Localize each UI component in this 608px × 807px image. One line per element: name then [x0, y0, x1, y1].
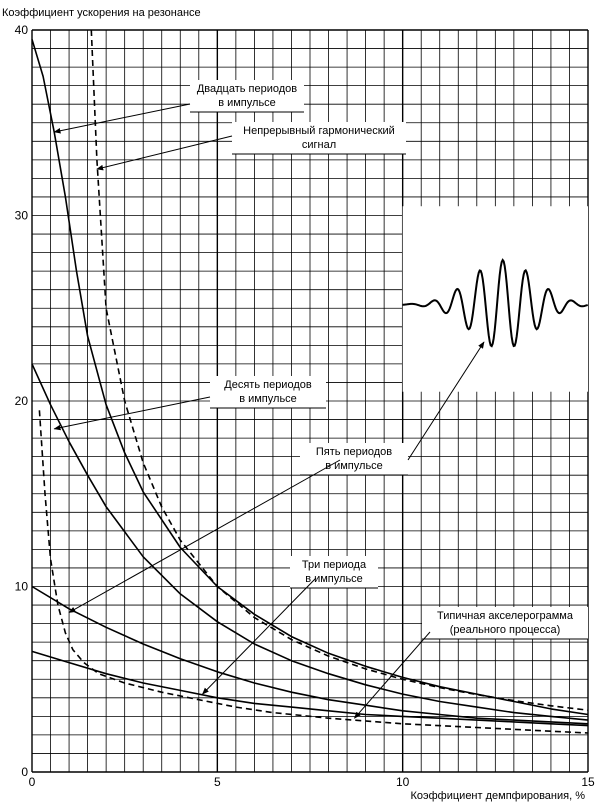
annotation-text: Непрерывный гармонический: [243, 125, 395, 137]
y-tick-label: 20: [14, 394, 28, 408]
annotation-text: Десять периодов: [224, 379, 312, 391]
annotation-text: Три периода: [301, 559, 367, 571]
y-tick-label: 10: [14, 579, 28, 594]
annotation-text: в импульсе: [218, 97, 276, 109]
x-tick-label: 0: [28, 775, 36, 789]
y-tick-label: 40: [14, 23, 28, 37]
annotation-text: Типичная акселерограмма: [437, 610, 573, 622]
annotation-arrow: [54, 104, 190, 132]
annotation-text: в импульсе: [325, 460, 383, 472]
x-tick-label: 15: [581, 775, 595, 789]
y-tick-label: 0: [21, 765, 28, 779]
annotation-arrow: [69, 460, 340, 612]
annotation-group: [54, 80, 588, 718]
annotation-text: в импульсе: [239, 393, 297, 405]
annotation-text: в импульсе: [305, 573, 363, 585]
annotation-text: (реального процесса): [449, 624, 561, 636]
inset-background: [403, 206, 588, 392]
y-axis-title: Коэффициент ускорения на резонансе: [2, 7, 201, 19]
annotation-5: [203, 556, 378, 694]
annotation-3: [54, 376, 326, 429]
x-tick-label: 10: [395, 775, 410, 789]
pulse-inset: [403, 206, 588, 392]
annotation-text: Двадцать периодов: [196, 83, 298, 95]
y-tick-label: 30: [14, 208, 28, 223]
x-tick-label: 5: [213, 775, 221, 789]
annotation-arrow: [203, 578, 316, 694]
annotation-text: сигнал: [301, 139, 337, 151]
annotation-text: Пять периодов: [315, 446, 393, 458]
annotation-arrow: [54, 397, 210, 429]
x-axis-title: Коэффициент демпфирования, %: [410, 790, 585, 802]
